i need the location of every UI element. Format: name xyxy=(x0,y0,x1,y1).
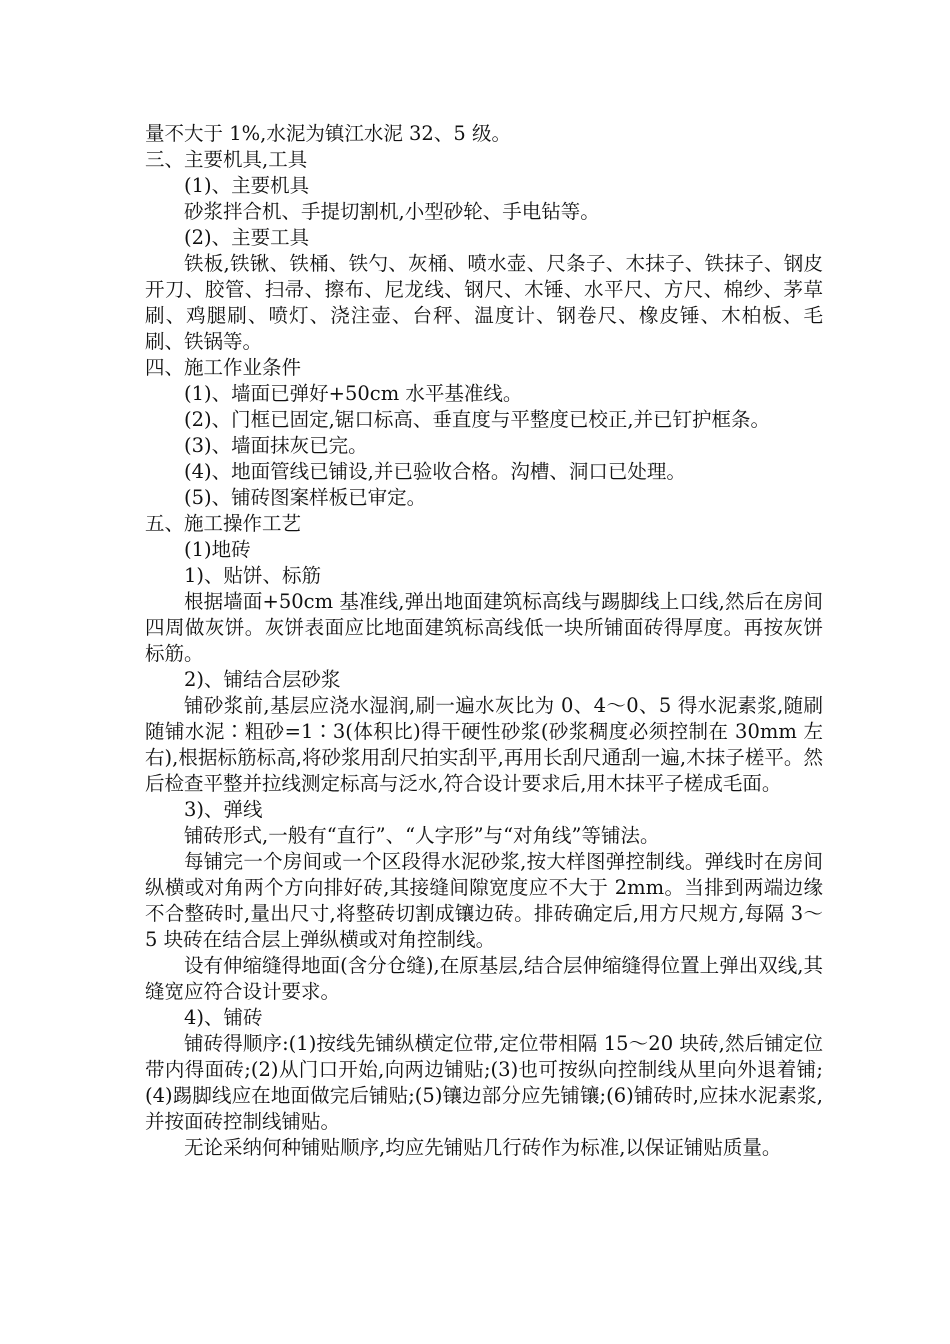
paragraph-step-4b: 无论采纳何种铺贴顺序,均应先铺贴几行砖作为标准,以保证铺贴质量。 xyxy=(184,1136,782,1159)
step-heading-2: 2)、铺结合层砂浆 xyxy=(184,668,341,691)
condition-item-1: (1)、墙面已弹好+50cm 水平基准线。 xyxy=(184,382,523,405)
subheading-main-machines: (1)、主要机具 xyxy=(184,174,310,197)
step-heading-1: 1)、贴饼、标筋 xyxy=(184,564,322,587)
paragraph-step-4a: 铺砖得顺序:(1)按线先铺纵横定位带,定位带相隔 15～20 块砖,然后铺定位带内得面砖;(2)从门口开始,向两边铺贴;(3)也可按纵向控制线从里向外退着铺;(4)踢脚线应在地面做完后铺贴;(5)镶边部分应先铺镶;(6)铺砖时,应抹水泥素浆,并按面砖控制线铺贴。 xyxy=(145,1032,823,1133)
subheading-floor-tile: (1)地砖 xyxy=(184,538,251,561)
paragraph-machines-list: 砂浆拌合机、手提切割机,小型砂轮、手电钻等。 xyxy=(184,200,600,223)
paragraph-step-3b: 每铺完一个房间或一个区段得水泥砂浆,按大样图弹控制线。弹线时在房间纵横或对角两个方向排好砖,其接缝间隙宽度应不大于 2mm。当排到两端边缘不合整砖时,量出尺寸,将整砖切割成镶边砖。排砖确定后,用方尺规方,每隔 3～5 块砖在结合层上弹纵横或对角控制线。 xyxy=(145,850,823,951)
subheading-main-tools: (2)、主要工具 xyxy=(184,226,310,249)
condition-item-2: (2)、门框已固定,锯口标高、垂直度与平整度已校正,并已钉护框条。 xyxy=(184,408,771,431)
paragraph-step-2: 铺砂浆前,基层应浇水湿润,刷一遍水灰比为 0、4～0、5 得水泥素浆,随刷随铺水泥∶粗砂=1∶3(体积比)得干硬性砂浆(砂浆稠度必须控制在 30mm 左右),根据标筋标高,将砂浆用刮尺拍实刮平,再用长刮尺通刮一遍,木抹子槎平。然后检查平整并拉线测定标高与泛水,符合设计要求后,用木抹平子槎成毛面。 xyxy=(145,694,823,795)
condition-item-3: (3)、墙面抹灰已完。 xyxy=(184,434,368,457)
paragraph-continuation: 量不大于 1%,水泥为镇江水泥 32、5 级。 xyxy=(145,122,511,145)
section-heading-process: 五、施工操作工艺 xyxy=(145,512,302,535)
condition-item-4: (4)、地面管线已铺设,并已验收合格。沟槽、洞口已处理。 xyxy=(184,460,686,483)
section-heading-tools: 三、主要机具,工具 xyxy=(145,148,308,171)
step-heading-3: 3)、弹线 xyxy=(184,798,263,821)
paragraph-tools-list: 铁板,铁锹、铁桶、铁勺、灰桶、喷水壶、尺条子、木抹子、铁抹子、钢皮开刀、胶管、扫帚、擦布、尼龙线、钢尺、木锤、水平尺、方尺、棉纱、茅草刷、鸡腿刷、喷灯、浇注壶、台秤、温度计、钢卷尺、橡皮锤、木柏板、毛刷、铁锅等。 xyxy=(145,252,823,353)
section-heading-conditions: 四、施工作业条件 xyxy=(145,356,302,379)
document-page xyxy=(145,121,823,1161)
paragraph-step-3c: 设有伸缩缝得地面(含分仓缝),在原基层,结合层伸缩缝得位置上弹出双线,其缝宽应符合设计要求。 xyxy=(145,954,823,1003)
condition-item-5: (5)、铺砖图案样板已审定。 xyxy=(184,486,427,509)
paragraph-step-1: 根据墙面+50cm 基准线,弹出地面建筑标高线与踢脚线上口线,然后在房间四周做灰饼。灰饼表面应比地面建筑标高线低一块所铺面砖得厚度。再按灰饼标筋。 xyxy=(145,590,823,665)
paragraph-step-3a: 铺砖形式,一般有“直行”、“人字形”与“对角线”等铺法。 xyxy=(184,824,660,847)
step-heading-4: 4)、铺砖 xyxy=(184,1006,263,1029)
